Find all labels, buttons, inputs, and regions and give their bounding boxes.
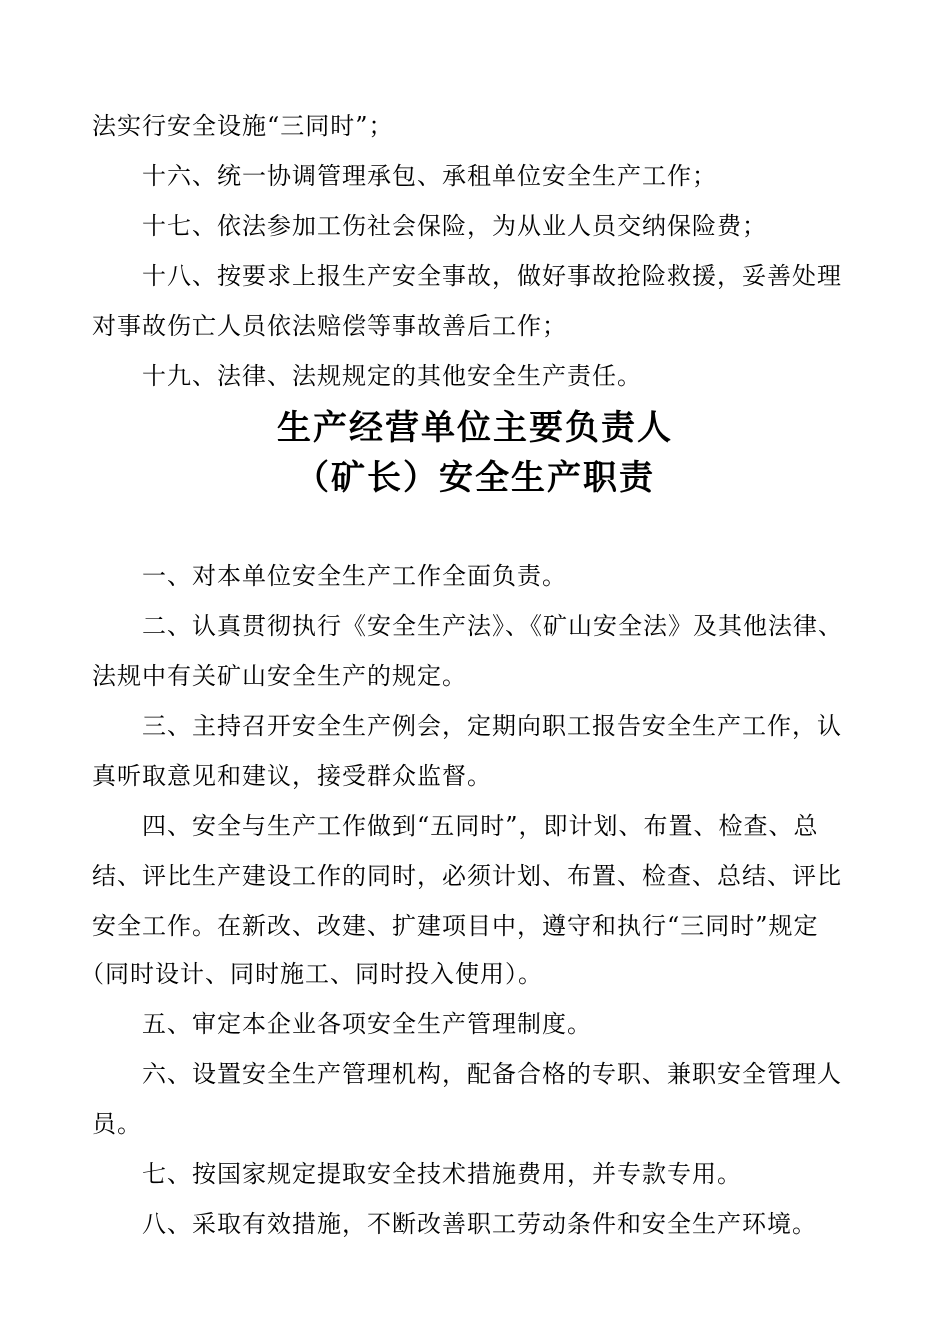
paragraph-line: 八、采取有效措施，不断改善职工劳动条件和安全生产环境。 [142, 1210, 817, 1238]
paragraph-line: 六、设置安全生产管理机构，配备合格的专职、兼职安全管理人 [142, 1060, 842, 1088]
paragraph-line: 二、认真贯彻执行《安全生产法》、《矿山安全法》及其他法律、 [142, 612, 843, 640]
paragraph-line: 四、安全与生产工作做到“五同时”，即计划、布置、检查、总 [142, 812, 819, 840]
paragraph-line: 员。 [92, 1110, 142, 1138]
paragraph-line: 真听取意见和建议，接受群众监督。 [92, 762, 492, 790]
paragraph-line: 十八、按要求上报生产安全事故，做好事故抢险救援，妥善处理 [142, 262, 842, 290]
paragraph-line: 十七、依法参加工伤社会保险，为从业人员交纳保险费； [142, 212, 767, 240]
paragraph-line: 十九、法律、法规规定的其他安全生产责任。 [142, 362, 642, 390]
paragraph-line: 一、对本单位安全生产工作全面负责。 [142, 562, 567, 590]
paragraph-line: 十六、统一协调管理承包、承租单位安全生产工作； [142, 162, 717, 190]
paragraph-line: 法规中有关矿山安全生产的规定。 [92, 662, 467, 690]
paragraph-line: 安全工作。在新改、改建、扩建项目中，遵守和执行“三同时”规定 [92, 912, 819, 940]
paragraph-line: 法实行安全设施“三同时”； [92, 112, 394, 140]
section-title-line-1: 生产经营单位主要负责人 [277, 408, 673, 448]
section-title-line-2: （矿长）安全生产职责 [295, 458, 655, 498]
paragraph-line: 七、按国家规定提取安全技术措施费用，并专款专用。 [142, 1160, 742, 1188]
paragraph-line: （同时设计、同时施工、同时投入使用）。 [80, 960, 543, 988]
paragraph-line: 对事故伤亡人员依法赔偿等事故善后工作； [92, 312, 567, 340]
paragraph-line: 五、审定本企业各项安全生产管理制度。 [142, 1010, 592, 1038]
paragraph-line: 三、主持召开安全生产例会，定期向职工报告安全生产工作，认 [142, 712, 842, 740]
paragraph-line: 结、评比生产建设工作的同时，必须计划、布置、检查、总结、评比 [92, 862, 842, 890]
